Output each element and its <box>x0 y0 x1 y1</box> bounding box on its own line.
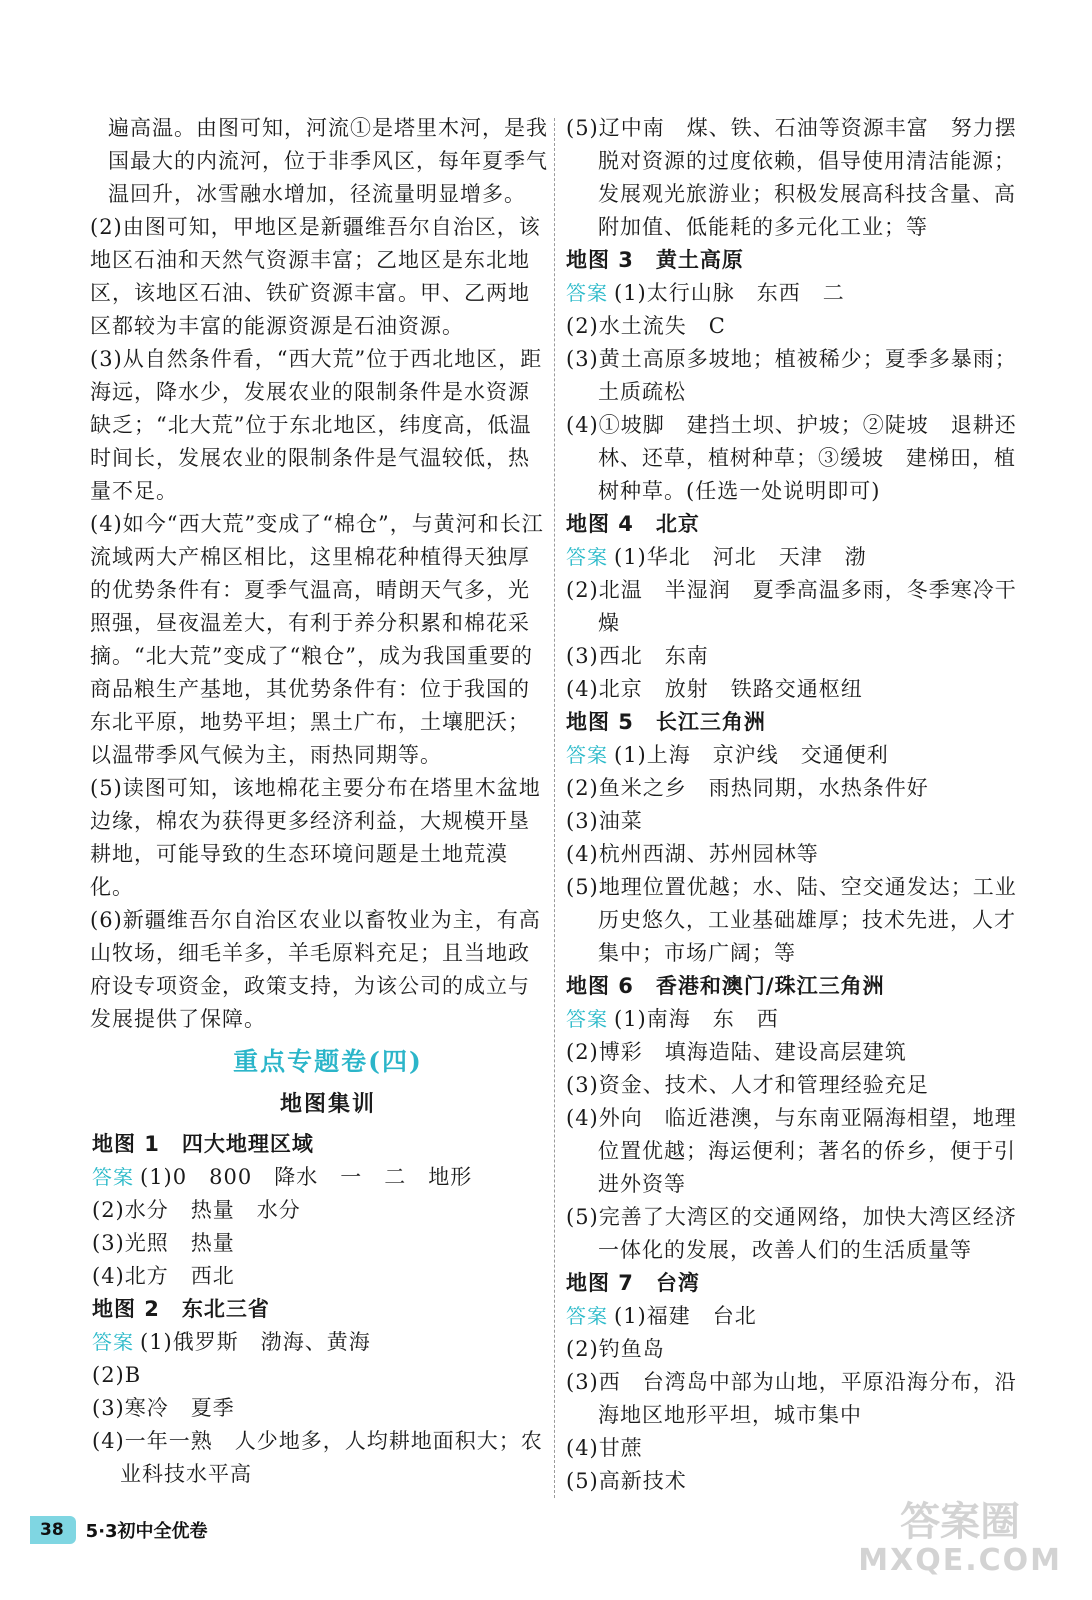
map4-title: 地图 4 北京 <box>566 512 700 536</box>
section-subtitle: 地图集训 <box>279 1092 376 1117</box>
map6-title: 地图 6 香港和澳门/珠江三角洲 <box>566 974 885 998</box>
map4-line-1: (1)华北 河北 天津 渤 <box>614 545 867 569</box>
map7-line-5: (5)高新技术 <box>566 1469 687 1493</box>
book-title: 5·3初中全优卷 <box>85 1521 208 1542</box>
map6-line-5: (5)完善了大湾区的交通网络，加快大湾区经济一体化的发展，改善人们的生活质量等 <box>566 1205 1017 1262</box>
answer-label: 答案 <box>92 1165 134 1189</box>
left-para-3: (3)从自然条件看，“西大荒”位于西北地区，距海远，降水少，发展农业的限制条件是水资源缺乏；“北大荒”位于东北地区，纬度高，低温时间长，发展农业的限制条件是气温较低，热量不足。 <box>90 347 543 503</box>
map7-line-4: (4)甘蔗 <box>566 1436 643 1460</box>
map1-line-3: (3)光照 热量 <box>92 1231 235 1255</box>
watermark-logo: 答案圈 <box>900 1499 1021 1545</box>
left-column <box>90 112 548 1491</box>
watermark <box>858 1500 1062 1578</box>
map5-line-4: (4)杭州西湖、苏州园林等 <box>566 842 819 866</box>
map2-line-4: (4)一年一熟 人少地多，人均耕地面积大；农业科技水平高 <box>92 1429 543 1486</box>
left-para-2: (2)由图可知，甲地区是新疆维吾尔自治区，该地区石油和天然气资源丰富；乙地区是东北地区，该地区石油、铁矿资源丰富。甲、乙两地区都较为丰富的能源资源是石油资源。 <box>90 215 541 338</box>
map1-line-2: (2)水分 热量 水分 <box>92 1198 301 1222</box>
map3-line-2: (2)水土流失 C <box>566 314 726 338</box>
map3-title: 地图 3 黄土高原 <box>566 248 744 272</box>
map7-line-2: (2)钓鱼岛 <box>566 1337 665 1361</box>
map1-title: 地图 1 四大地理区域 <box>92 1132 314 1156</box>
map2-line-1: (1)俄罗斯 渤海、黄海 <box>140 1330 371 1354</box>
watermark-url: MXQE.COM <box>858 1543 1062 1578</box>
map1-block <box>92 1128 548 1293</box>
column-divider <box>554 118 555 1498</box>
map2-block <box>92 1293 548 1491</box>
map3-line-4: (4)①坡脚 建挡土坝、护坡；②陡坡 退耕还林、还草，植树种草；③缓坡 建梯田，植树种草。(任选一处说明即可) <box>566 413 1017 503</box>
right-column <box>566 112 1026 1498</box>
map5-title: 地图 5 长江三角洲 <box>566 710 766 734</box>
page-number: 38 <box>30 1516 76 1544</box>
page-footer <box>30 1514 208 1546</box>
map6-line-4: (4)外向 临近港澳，与东南亚隔海相望，地理位置优越；海运便利；著名的侨乡，便于引进外资等 <box>566 1106 1017 1196</box>
map6-line-3: (3)资金、技术、人才和管理经验充足 <box>566 1073 929 1097</box>
left-para-1: 遍高温。由图可知，河流①是塔里木河，是我国最大的内流河，位于非季风区，每年夏季气温回升，冰雪融水增加，径流量明显增多。 <box>108 116 548 206</box>
map6-line-2: (2)博彩 填海造陆、建设高层建筑 <box>566 1040 907 1064</box>
map5-line-1: (1)上海 京沪线 交通便利 <box>614 743 889 767</box>
right-top-line: (5)辽中南 煤、铁、石油等资源丰富 努力摆脱对资源的过度依赖，倡导使用清洁能源；发展观光旅游业；积极发展高科技含量、高附加值、低能耗的多元化工业；等 <box>566 116 1017 239</box>
map4-line-2: (2)北温 半湿润 夏季高温多雨，冬季寒冷干燥 <box>566 578 1017 635</box>
map2-line-3: (3)寒冷 夏季 <box>92 1396 235 1420</box>
map6-line-1: (1)南海 东 西 <box>614 1007 779 1031</box>
map3-line-3: (3)黄土高原多坡地；植被稀少；夏季多暴雨；土质疏松 <box>566 347 1017 404</box>
map5-line-3: (3)油菜 <box>566 809 643 833</box>
map2-title: 地图 2 东北三省 <box>92 1297 270 1321</box>
map7-line-3: (3)西 台湾岛中部为山地，平原沿海分布，沿海地区地形平坦，城市集中 <box>566 1370 1017 1427</box>
section-title: 重点专题卷(四) <box>233 1047 423 1076</box>
map5-line-2: (2)鱼米之乡 雨热同期，水热条件好 <box>566 776 929 800</box>
answer-label: 答案 <box>566 1007 608 1031</box>
answer-label: 答案 <box>566 545 608 569</box>
map3-line-1: (1)太行山脉 东西 二 <box>614 281 845 305</box>
map7-title: 地图 7 台湾 <box>566 1271 700 1295</box>
map4-line-3: (3)西北 东南 <box>566 644 709 668</box>
left-para-6: (6)新疆维吾尔自治区农业以畜牧业为主，有高山牧场，细毛羊多，羊毛原料充足；且当地政府设专项资金，政策支持，为该公司的成立与发展提供了保障。 <box>90 908 541 1031</box>
answer-label: 答案 <box>566 281 608 305</box>
left-para-4: (4)如今“西大荒”变成了“棉仓”，与黄河和长江流域两大产棉区相比，这里棉花种植得天独厚的优势条件有：夏季气温高，晴朗天气多，光照强，昼夜温差大，有利于养分积累和棉花采摘。“北大荒”变成了“粮仓”，成为我国重要的商品粮生产基地，其优势条件有：位于我国的东北平原，地势平坦；黑土广布，土壤肥沃；以温带季风气候为主，雨热同期等。 <box>90 512 544 767</box>
map1-line-4: (4)北方 西北 <box>92 1264 235 1288</box>
answer-label: 答案 <box>566 743 608 767</box>
map2-line-2: (2)B <box>92 1363 142 1387</box>
map5-line-5: (5)地理位置优越；水、陆、空交通发达；工业历史悠久，工业基础雄厚；技术先进，人才集中；市场广阔；等 <box>566 875 1017 965</box>
map7-line-1: (1)福建 台北 <box>614 1304 757 1328</box>
answer-label: 答案 <box>92 1330 134 1354</box>
answer-label: 答案 <box>566 1304 608 1328</box>
map4-line-4: (4)北京 放射 铁路交通枢纽 <box>566 677 863 701</box>
map1-line-1: (1)0 800 降水 一 二 地形 <box>140 1165 473 1189</box>
left-para-5: (5)读图可知，该地棉花主要分布在塔里木盆地边缘，棉农为获得更多经济利益，大规模开垦耕地，可能导致的生态环境问题是土地荒漠化。 <box>90 776 541 899</box>
